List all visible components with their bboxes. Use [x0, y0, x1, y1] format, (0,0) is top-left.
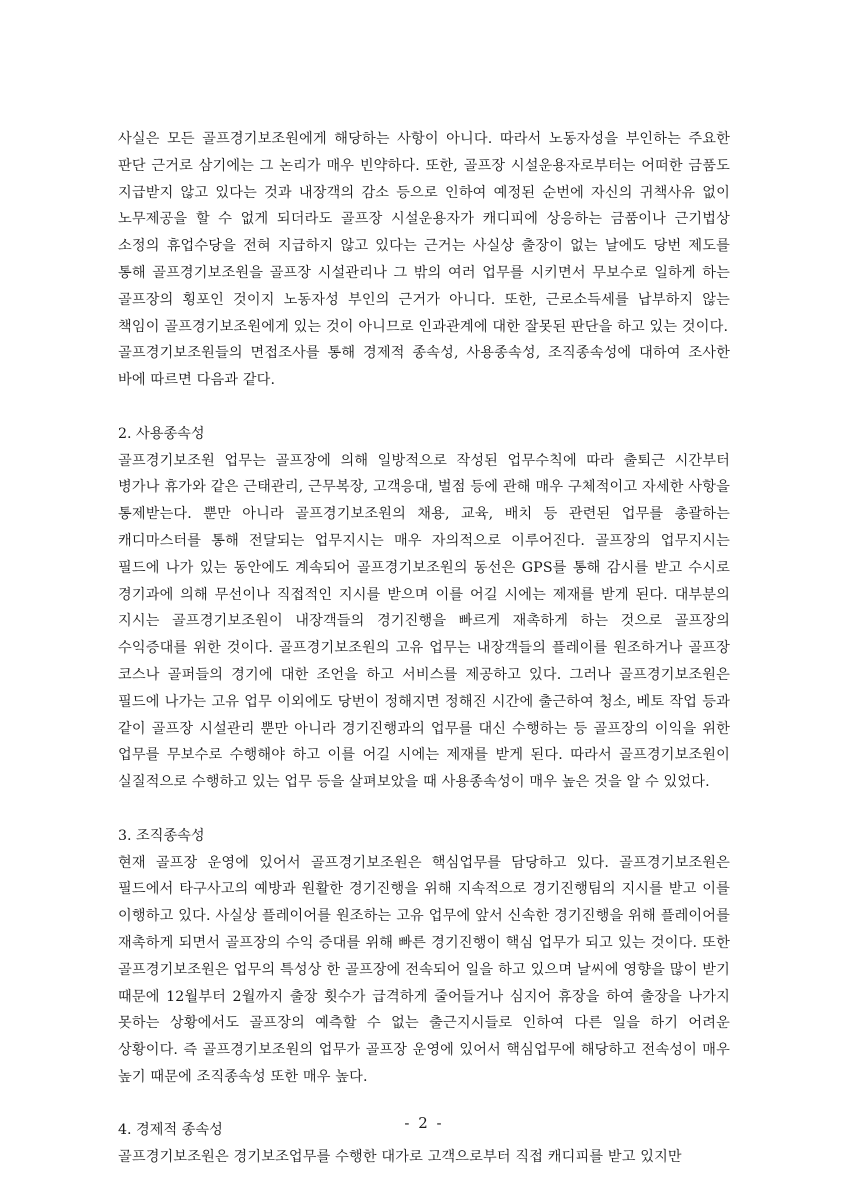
section-4-heading: 4. 경제적 종속성 [118, 1122, 223, 1139]
section-2-body: 골프경기보조원 업무는 골프장에 의해 일방적으로 작성된 업무수칙에 따라 출퇴근 시간부터 병가나 휴가와 같은 근태관리, 근무복장, 고객응대, 벌점 등에 관해 매우 구체적이고 자세한 사항을 통제받는다. 뿐만 아니라 골프경기보조원의 채용, 교육, 배치 등 관련된 업무를 총괄하는 캐디마스터를 통해 전달되는 업무지시는 매우 자의적으로 이루어진다. 골프장의 업무지시는 필드에 나가 있는 동안에도 계속되어 골프경기보조원의 동선은 GPS를 통해 감시를 받고 수시로 경기과에 의해 무선이나 직접적인 지시를 받으며 이를 어길 시에는 제재를 받게 된다. 대부분의 지시는 골프경기보조원이 내장객들의 경기진행을 빠르게 재촉하게 하는 것으로 골프장의 수익증대를 위한 것이다. 골프경기보조원의 고유 업무는 내장객들의 플레이를 원조하거나 골프장 코스나 골퍼들의 경기에 대한 조언을 하고 서비스를 제공하고 있다. 그러나 골프경기보조원은 필드에 나가는 고유 업무 이외에도 당번이 정해지면 정해진 시간에 출근하여 청소, 베토 작업 등과 같이 골프장 시설관리 뿐만 아니라 경기진행과의 업무를 대신 수행하는 등 골프장의 이익을 위한 업무를 무보수로 수행해야 하고 이를 어길 시에는 제재를 받게 된다. 따라서 골프경기보조원이 실질적으로 수행하고 있는 업무 등을 살펴보았을 때 사용종속성이 매우 높은 것을 알 수 있었다. [118, 452, 730, 791]
section-3-body: 현재 골프장 운영에 있어서 골프경기보조원은 핵심업무를 담당하고 있다. 골프경기보조원은 필드에서 타구사고의 예방과 원활한 경기진행을 위해 지속적으로 경기진행팀의 지시를 받고 이를 이행하고 있다. 사실상 플레이어를 원조하는 고유 업무에 앞서 신속한 경기진행을 위해 플레이어를 재촉하게 되면서 골프장의 수익 증대를 위해 빠른 경기진행이 핵심 업무가 되고 있는 것이다. 또한 골프경기보조원은 업무의 특성상 한 골프장에 전속되어 일을 하고 있으며 날씨에 영향을 많이 받기 때문에 12월부터 2월까지 출장 횟수가 급격하게 줄어들거나 심지어 휴장을 하여 출장을 나가지 못하는 상황에서도 골프장의 예측할 수 없는 출근지시들로 인하여 다른 일을 하기 어려운 상황이다. 즉 골프경기보조원의 업무가 골프장 운영에 있어서 핵심업무에 해당하고 전속성이 매우 높기 때문에 조직종속성 또한 매우 높다. [118, 854, 730, 1085]
page-number: - 2 - [404, 1114, 444, 1132]
paragraph-gap [118, 796, 730, 823]
intro-paragraph-2: 골프경기보조원들의 면접조사를 통해 경제적 종속성, 사용종속성, 조직종속성에 대하여 조사한 바에 따르면 다음과 같다. [118, 345, 730, 389]
paragraph-gap [118, 394, 730, 421]
section-3-heading: 3. 조직종속성 [118, 827, 205, 844]
body-text [118, 126, 730, 1171]
intro-paragraph-1: 사실은 모든 골프경기보조원에게 해당하는 사항이 아니다. 따라서 노동자성을 부인하는 주요한 판단 근거로 삼기에는 그 논리가 매우 빈약하다. 또한, 골프장 시설운용자로부터는 어떠한 금품도 지급받지 않고 있다는 것과 내장객의 감소 등으로 인하여 예정된 순번에 자신의 귀책사유 없이 노무제공을 할 수 없게 되더라도 골프장 시설운용자가 캐디피에 상응하는 금품이나 근기법상 소정의 휴업수당을 전혀 지급하지 않고 있다는 근거는 사실상 출장이 없는 날에도 당번 제도를 통해 골프경기보조원을 골프장 시설관리나 그 밖의 여러 업무를 시키면서 무보수로 일하게 하는 골프장의 횡포인 것이지 노동자성 부인의 근거가 아니다. 또한, 근로소득세를 납부하지 않는 책임이 골프경기보조원에게 있는 것이 아니므로 인과관계에 대한 잘못된 판단을 하고 있는 것이다. [118, 131, 730, 335]
section-2-heading: 2. 사용종속성 [118, 425, 205, 442]
section-4-body: 골프경기보조원은 경기보조업무를 수행한 대가로 고객으로부터 직접 캐디피를 받고 있지만 [118, 1149, 682, 1166]
